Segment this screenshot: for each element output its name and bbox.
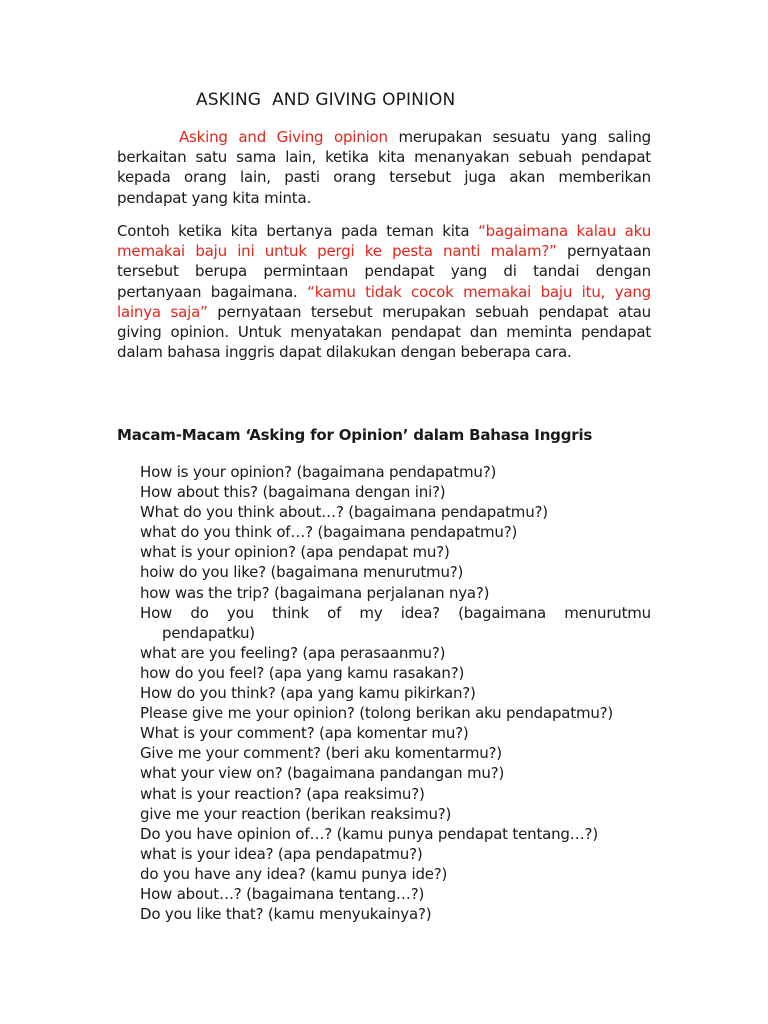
list-item: Please give me your opinion? (tolong berikan aku pendapatmu?) [140,704,614,723]
list-item-continuation: pendapatku) [162,623,255,642]
example-quote-1: “bagaimana kalau aku memakai baju ini untuk pergi ke pesta nanti malam?” [117,222,651,261]
intro-highlight: Asking and Giving opinion [179,128,388,146]
example-paragraph [117,221,651,362]
list-item: How about…? (bagaimana tentang…?) [140,884,425,903]
question-list [140,462,651,924]
list-item: what is your reaction? (apa reaksimu?) [140,784,425,803]
list-item: hoiw do you like? (bagaimana menurutmu?) [140,563,464,582]
list-item: How do you think of my idea? (bagaimana menurutmu [140,603,651,622]
example-text-2: pernyataan tersebut berupa permintaan pendapat yang di tandai dengan pertanyaan bagaimana. [117,242,651,301]
list-item: How is your opinion? (bagaimana pendapatmu?) [140,463,497,481]
list-item: Give me your comment? (beri aku komentarmu?) [140,744,502,763]
document-title: ASKING AND GIVING OPINION [196,90,456,110]
list-item: What do you think about…? (bagaimana pendapatmu?) [140,503,548,522]
list-item: How about this? (bagaimana dengan ini?) [140,483,446,502]
list-item: what is your idea? (apa pendapatmu?) [140,844,423,863]
section-heading: Macam-Macam ‘Asking for Opinion’ dalam Bahasa Inggris [117,426,593,444]
list-item: How do you think? (apa yang kamu pikirkan?) [140,684,476,703]
example-text-1: Contoh ketika kita bertanya pada teman kita [117,222,479,240]
example-quote-2: “kamu tidak cocok memakai baju itu, yang lainya saja” [117,282,651,321]
intro-paragraph [117,127,651,208]
example-text-3: pernyataan tersebut merupakan sebuah pendapat atau giving opinion. Untuk menyatakan pendapat dan meminta pendapat dalam bahasa inggris dapat dilakukan dengan beberapa cara. [117,302,651,362]
list-item: Do you have opinion of…? (kamu punya pendapat tentang…?) [140,824,598,843]
list-item: how do you feel? (apa yang kamu rasakan?) [140,663,465,682]
list-item: do you have any idea? (kamu punya ide?) [140,864,448,883]
list-item: what are you feeling? (apa perasaanmu?) [140,643,446,662]
list-item: how was the trip? (bagaimana perjalanan nya?) [140,583,490,602]
list-item: give me your reaction (berikan reaksimu?) [140,804,452,823]
list-item: What is your comment? (apa komentar mu?) [140,724,469,743]
intro-text: merupakan sesuatu yang saling berkaitan satu sama lain, ketika kita menanyakan sebuah pendapat kepada orang lain, pasti orang tersebut juga akan memberikan pendapat yang kita minta. [117,128,651,207]
list-item: what do you think of…? (bagaimana pendapatmu?) [140,523,518,542]
list-item: what is your opinion? (apa pendapat mu?) [140,543,450,562]
list-item: Do you like that? (kamu menyukainya?) [140,905,432,924]
list-item: what your view on? (bagaimana pandangan mu?) [140,764,505,783]
